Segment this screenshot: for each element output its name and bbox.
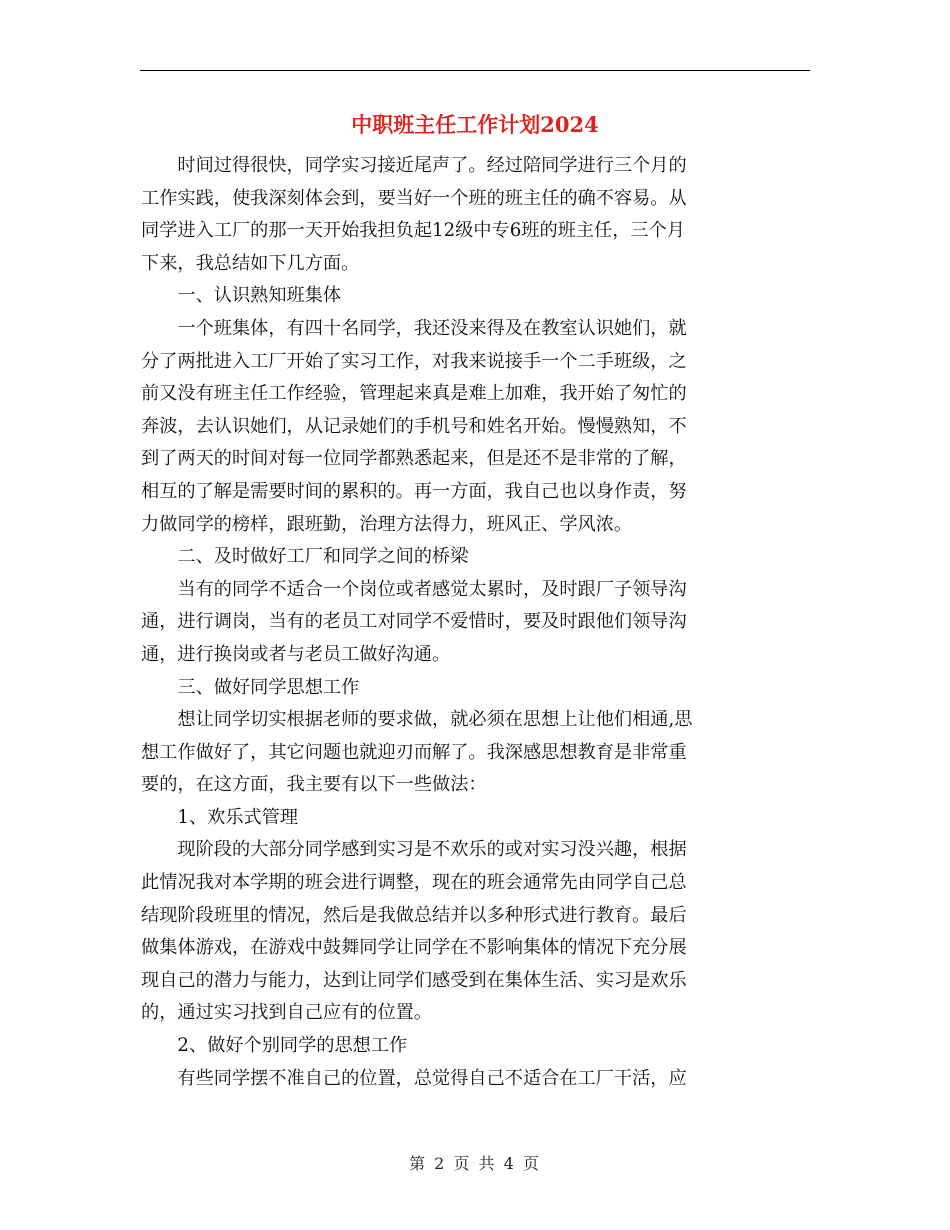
text-line: 想工作做好了，其它问题也就迎刃而解了。我深感思想教育是非常重 [141, 741, 687, 763]
text-line: 有些同学摆不准自己的位置，总觉得自己不适合在工厂干活，应 [177, 1067, 687, 1089]
paragraph-subsection-2 [141, 1063, 809, 1096]
heading-text: 2、做好个别同学的思想工作 [177, 1035, 408, 1057]
text-line: 时间过得很快，同学实习接近尾声了。经过陪同学进行三个月的 [177, 155, 687, 176]
text-line: 要的，在这方面，我主要有以下一些做法： [141, 774, 487, 796]
text-line: 当有的同学不适合一个岗位或者感觉太累时，及时跟厂子领导沟 [177, 578, 687, 600]
document-title: 中职班主任工作计划2024 [351, 112, 599, 137]
section-heading-1 [141, 280, 809, 313]
heading-text: 三、做好同学思想工作 [177, 676, 360, 698]
subsection-heading-1 [141, 802, 809, 835]
text-line: 此情况我对本学期的班会进行调整，现在的班会通常先由同学自己总 [141, 872, 687, 894]
text-line: 同学进入工厂的那一天开始我担负起12级中专6班的班主任，三个月 [141, 220, 685, 242]
text-line: 现阶段的大部分同学感到实习是不欢乐的或对实习没兴趣，根据 [177, 839, 687, 861]
text-line: 一个班集体，有四十名同学，我还没来得及在教室认识她们，就 [177, 317, 687, 339]
text-line: 通，进行调岗，当有的老员工对同学不爱惜时，要及时跟他们领导沟 [141, 611, 687, 633]
heading-text: 1、欢乐式管理 [177, 806, 299, 828]
paragraph-section-3 [141, 704, 809, 802]
text-line: 做集体游戏，在游戏中鼓舞同学让同学在不影响集体的情况下充分展 [141, 937, 687, 959]
text-line: 工作实践，使我深刻体会到，要当好一个班的班主任的确不容易。从 [141, 187, 687, 209]
text-line: 的，通过实习找到自己应有的位置。 [141, 1002, 433, 1024]
text-line: 现自己的潜力与能力，达到让同学们感受到在集体生活、实习是欢乐 [141, 969, 687, 991]
text-line: 结现阶段班里的情况，然后是我做总结并以多种形式进行教育。最后 [141, 904, 687, 926]
paragraph-intro [141, 150, 809, 280]
subsection-heading-2 [141, 1030, 809, 1063]
page-footer: 第 2 页 共 4 页 [409, 1154, 541, 1173]
text-line: 下来，我总结如下几方面。 [141, 252, 360, 274]
text-line: 分了两批进入工厂开始了实习工作，对我来说接手一个二手班级，之 [141, 350, 687, 372]
text-line: 想让同学切实根据老师的要求做，就必须在思想上让他们相通,思 [177, 709, 693, 731]
section-heading-2 [141, 541, 809, 574]
text-line: 到了两天的时间对每一位同学都熟悉起来，但是还不是非常的了解， [141, 448, 687, 470]
paragraph-section-2 [141, 574, 809, 672]
text-line: 力做同学的榜样，跟班勤，治理方法得力，班风正、学风浓。 [141, 513, 633, 535]
header-rule [140, 70, 810, 71]
text-line: 相互的了解是需要时间的累积的。再一方面，我自己也以身作责，努 [141, 480, 687, 502]
text-line: 奔波，去认识她们，从记录她们的手机号和姓名开始。慢慢熟知，不 [141, 415, 687, 437]
paragraph-section-1 [141, 313, 809, 541]
paragraph-subsection-1 [141, 834, 809, 1030]
text-line: 通，进行换岗或者与老员工做好沟通。 [141, 643, 451, 665]
section-heading-3 [141, 672, 809, 705]
text-line: 前又没有班主任工作经验，管理起来真是难上加难，我开始了匆忙的 [141, 383, 687, 405]
heading-text: 二、及时做好工厂和同学之间的桥梁 [177, 546, 469, 568]
document-body [141, 150, 809, 1095]
heading-text: 一、认识熟知班集体 [177, 285, 342, 307]
